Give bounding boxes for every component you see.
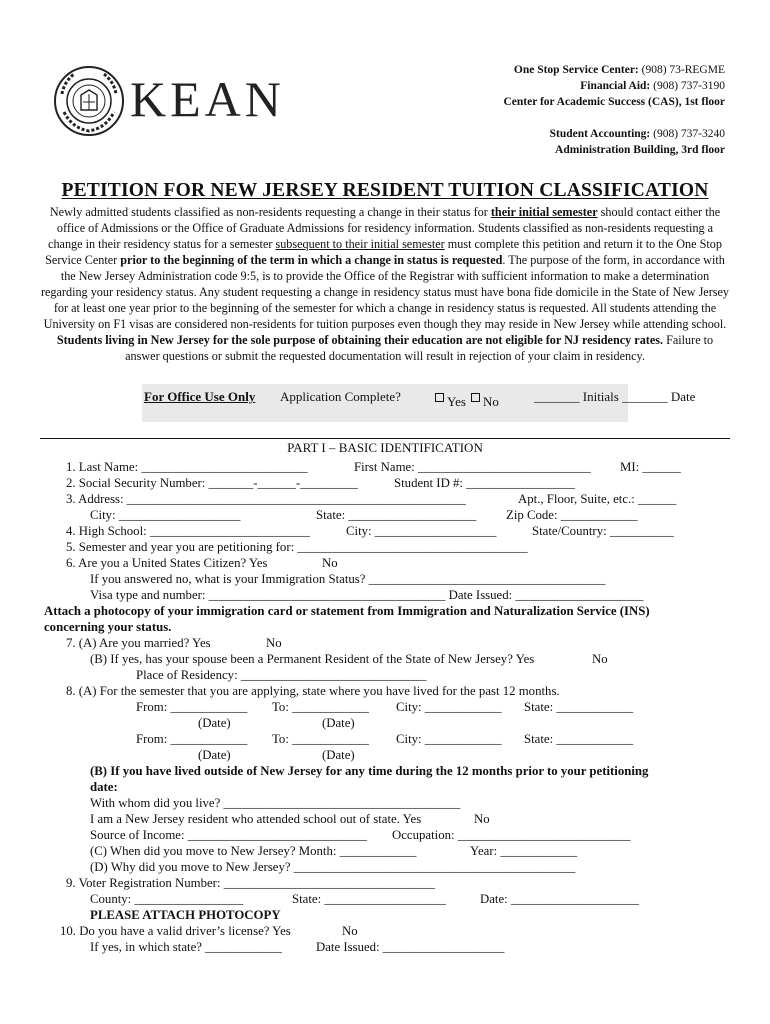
- no-checkbox[interactable]: [471, 393, 480, 402]
- voter-reg-field[interactable]: 9. Voter Registration Number: _________________________________: [66, 876, 435, 890]
- date-caption-1b: (Date): [322, 716, 355, 730]
- license-question[interactable]: 10. Do you have a valid driver’s license? Yes: [60, 924, 291, 938]
- out-of-state-question[interactable]: I am a New Jersey resident who attended school out of state. Yes: [90, 812, 422, 826]
- move-reason-field[interactable]: (D) Why did you move to New Jersey? ____________________________________________: [90, 860, 576, 874]
- student-id-field[interactable]: Student ID #: _________________: [394, 476, 575, 490]
- accounting-label: Student Accounting:: [549, 128, 651, 140]
- contact-block: [395, 62, 725, 158]
- intro-text-3: must complete this petition and return it to the One Stop Service Center: [45, 237, 722, 267]
- intro-deadline: prior to the beginning of the term in which a change in status is requested: [120, 253, 503, 267]
- address-field[interactable]: 3. Address: _____________________________________________________: [66, 492, 466, 506]
- cas-location: Center for Academic Success (CAS), 1st floor: [503, 96, 725, 108]
- state-field-1[interactable]: State: ____________: [524, 700, 634, 714]
- apt-field[interactable]: Apt., Floor, Suite, etc.: ______: [518, 492, 677, 506]
- attach-immigration-note-2: concerning your status.: [44, 620, 172, 634]
- married-question[interactable]: 7. (A) Are you married? Yes: [66, 636, 211, 650]
- intro-text-5: Failure to answer questions or submit the requested documentation will result in rejection of your claim in residency.: [125, 333, 714, 363]
- income-source-field[interactable]: Source of Income: ____________________________: [90, 828, 367, 842]
- spouse-resident-no[interactable]: No: [592, 652, 608, 666]
- move-year-field[interactable]: Year: ____________: [470, 844, 578, 858]
- yes-label: Yes: [447, 394, 466, 409]
- married-no[interactable]: No: [266, 636, 282, 650]
- first-name-field[interactable]: First Name: ___________________________: [354, 460, 591, 474]
- city-field-1[interactable]: City: ____________: [396, 700, 502, 714]
- intro-paragraph: [40, 204, 730, 364]
- zip-field[interactable]: Zip Code: ____________: [506, 508, 638, 522]
- state-field-2[interactable]: State: ____________: [524, 732, 634, 746]
- intro-text-4: . The purpose of the form, in accordance with the New Jersey Administration code 9:5, is to provide the Office of the Registrar with sufficient information to make a determination regarding your residency status. Any student requesting a change in residency status must have bona fide domicile in the State of New Jersey for at least one year prior to the beginning of the semester for which a change in residency status is requested. All students attending the University on F1 visas are considered non-residents for tuition purposes even though they may reside in New Jersey while attending school.: [40, 253, 730, 331]
- voter-date-field[interactable]: Date: ____________________: [480, 892, 639, 906]
- from-field-2[interactable]: From: ____________: [136, 732, 248, 746]
- date-caption-2b: (Date): [322, 748, 355, 762]
- from-field-1[interactable]: From: ____________: [136, 700, 248, 714]
- no-label: No: [483, 394, 499, 409]
- hs-city-field[interactable]: City: ___________________: [346, 524, 497, 538]
- city-field-2[interactable]: City: ____________: [396, 732, 502, 746]
- intro-initial-semester: their initial semester: [490, 205, 598, 219]
- license-date-field[interactable]: Date Issued: ___________________: [316, 940, 505, 954]
- office-use-label: For Office Use Only: [144, 389, 256, 404]
- city-field[interactable]: City: ___________________: [90, 508, 241, 522]
- visa-field[interactable]: Visa type and number: _____________________________________ Date Issued: ____________________: [90, 588, 644, 602]
- intro-not-eligible: Students living in New Jersey for the sole purpose of obtaining their education are not eligible for NJ residency rates.: [56, 333, 664, 347]
- kean-logo: [52, 64, 287, 138]
- high-school-field[interactable]: 4. High School: _________________________: [66, 524, 310, 538]
- admin-location: Administration Building, 3rd floor: [555, 144, 725, 156]
- outside-nj-question-2: date:: [90, 780, 118, 794]
- intro-text-1: Newly admitted students classified as non-residents requesting a change in their status for: [49, 205, 491, 219]
- to-field-1[interactable]: To: ____________: [272, 700, 369, 714]
- office-use-box: [142, 384, 696, 422]
- citizen-no[interactable]: No: [322, 556, 338, 570]
- out-of-state-no[interactable]: No: [474, 812, 490, 826]
- citizen-question[interactable]: 6. Are you a United States Citizen? Yes: [66, 556, 268, 570]
- occupation-field[interactable]: Occupation: ___________________________: [392, 828, 631, 842]
- license-no[interactable]: No: [342, 924, 358, 938]
- voter-state-field[interactable]: State: ___________________: [292, 892, 446, 906]
- hs-state-field[interactable]: State/Country: __________: [532, 524, 674, 538]
- intro-subsequent: subsequent to their initial semester: [275, 237, 445, 251]
- page-title: PETITION FOR NEW JERSEY RESIDENT TUITION CLASSIFICATION: [61, 180, 709, 201]
- fin-aid-label: Financial Aid:: [580, 80, 651, 92]
- yes-checkbox[interactable]: [435, 393, 444, 402]
- to-field-2[interactable]: To: ____________: [272, 732, 369, 746]
- section-divider: [40, 438, 730, 439]
- last-name-field[interactable]: 1. Last Name: __________________________: [66, 460, 308, 474]
- county-field[interactable]: County: _________________: [90, 892, 244, 906]
- spouse-resident-question[interactable]: (B) If yes, has your spouse been a Permanent Resident of the State of New Jersey? Yes: [90, 652, 535, 666]
- outside-nj-question: (B) If you have lived outside of New Jersey for any time during the 12 months prior to your petitioning: [90, 764, 649, 778]
- university-seal-icon: [52, 64, 126, 138]
- residence-question: 8. (A) For the semester that you are applying, state where you have lived for the past 12 months.: [66, 684, 560, 698]
- one-stop-phone: (908) 73-REGME: [638, 64, 725, 76]
- license-state-field[interactable]: If yes, in which state? ____________: [90, 940, 282, 954]
- fin-aid-phone: (908) 737-3190: [650, 80, 725, 92]
- lived-with-field[interactable]: With whom did you live? _____________________________________: [90, 796, 461, 810]
- initials-date-line: _______ Initials _______ Date: [534, 389, 696, 404]
- logo-wordmark: KEAN: [130, 71, 285, 127]
- date-caption-1a: (Date): [198, 716, 231, 730]
- immigration-status-field[interactable]: If you answered no, what is your Immigration Status? _____________________________________: [90, 572, 606, 586]
- semester-field[interactable]: 5. Semester and year you are petitioning for: ____________________________________: [66, 540, 528, 554]
- one-stop-label: One Stop Service Center:: [513, 64, 639, 76]
- ssn-field[interactable]: 2. Social Security Number: _______-______-_________: [66, 476, 358, 490]
- place-of-residency-field[interactable]: Place of Residency: _____________________________: [136, 668, 427, 682]
- date-caption-2a: (Date): [198, 748, 231, 762]
- intro-text-2: should contact either the office of Admissions or the Office of Graduate Admissions for residency information. Students classified as non-residents requesting a change in their residency status for a semester: [48, 205, 721, 251]
- move-month-field[interactable]: (C) When did you move to New Jersey? Month: ____________: [90, 844, 417, 858]
- attach-photocopy-note: PLEASE ATTACH PHOTOCOPY: [90, 908, 281, 922]
- mi-field[interactable]: MI: ______: [620, 460, 681, 474]
- attach-immigration-note: Attach a photocopy of your immigration card or statement from Immigration and Naturalization Service (INS): [44, 604, 650, 618]
- state-field[interactable]: State: ____________________: [316, 508, 477, 522]
- application-complete-label: Application Complete?: [280, 389, 401, 404]
- part-1-heading: PART I – BASIC IDENTIFICATION: [287, 440, 483, 455]
- accounting-phone: (908) 737-3240: [650, 128, 725, 140]
